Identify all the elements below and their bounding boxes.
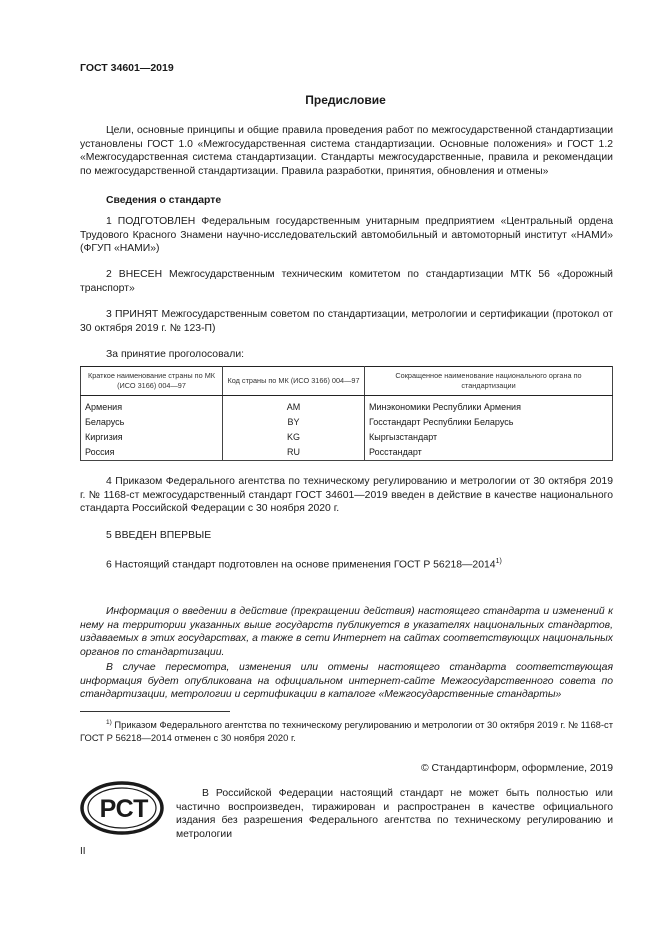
item-5 xyxy=(80,529,613,543)
notice-paragraph-1 xyxy=(80,605,613,659)
rst-logo-icon xyxy=(80,780,166,836)
item-2 xyxy=(80,268,613,295)
country-cell: Россия xyxy=(81,445,223,461)
table-row xyxy=(81,415,613,430)
vote-label: За принятие проголосовали: xyxy=(106,349,245,360)
code-cell: BY xyxy=(223,415,365,430)
table-row xyxy=(81,396,613,416)
section-heading: Сведения о стандарте xyxy=(106,195,222,206)
table-header-body: Сокращенное наименование национального органа по стандартизации xyxy=(365,367,613,396)
item-4 xyxy=(80,475,613,516)
document-code: ГОСТ 34601—2019 xyxy=(80,62,174,74)
notice-paragraph-2 xyxy=(80,661,613,702)
code-cell: KG xyxy=(223,430,365,445)
page-title: Предисловие xyxy=(305,93,386,107)
body-cell: Росстандарт xyxy=(365,445,613,461)
item-3-text: 3 ПРИНЯТ Межгосударственным советом по стандартизации, метрологии и сертификации (протокол от 30 октября 2019 г. № 123-П) xyxy=(80,309,613,334)
legal-text: В Российской Федерации настоящий стандарт не может быть полностью или частично воспроизведен, тиражирован и распространен в качестве официального издания без разрешения Федерального агентства по техническому регулированию и метрологии xyxy=(176,788,613,840)
table-row xyxy=(81,430,613,445)
voting-table xyxy=(80,366,613,461)
country-cell: Армения xyxy=(81,396,223,416)
item-4-text: 4 Приказом Федерального агентства по техническому регулированию и метрологии от 30 октября 2019 г. № 1168-ст межгосударственный стандарт ГОСТ 34601—2019 введен в действие в качестве национального стандарта Российской Федерации с 30 ноября 2020 г. xyxy=(80,476,613,514)
item-2-text: 2 ВНЕСЕН Межгосударственным техническим комитетом по стандартизации МТК 56 «Дорожный транспорт» xyxy=(80,269,613,294)
code-cell: AM xyxy=(223,396,365,416)
intro-paragraph xyxy=(80,124,613,178)
item-1-text: 1 ПОДГОТОВЛЕН Федеральным государственным унитарным предприятием «Центральный ордена Трудового Красного Знамени научно-исследовательский автомобильный и автомоторный институт «НАМИ» (ФГУП «НАМИ») xyxy=(80,216,613,254)
item-6 xyxy=(80,555,613,572)
table-row xyxy=(81,445,613,461)
item-6-text: 6 Настоящий стандарт подготовлен на основе применения ГОСТ Р 56218—2014 xyxy=(106,559,496,571)
country-cell: Беларусь xyxy=(81,415,223,430)
legal-notice xyxy=(176,787,613,841)
body-cell: Минэкономики Республики Армения xyxy=(365,396,613,416)
item-1 xyxy=(80,215,613,256)
footnote-ref: 1) xyxy=(495,558,502,565)
table-header-country: Краткое наименование страны по МК (ИСО 3166) 004—97 xyxy=(81,367,223,396)
copyright: © Стандартинформ, оформление, 2019 xyxy=(420,763,613,774)
table-header-row xyxy=(81,367,613,396)
rst-logo xyxy=(80,780,166,836)
notice-text-1: Информация о введении в действие (прекращении действия) настоящего стандарта и изменений к нему на территории указанных выше государств публикуется в указателях национальных стандартов, издаваемых в этих государствах, а также в сети Интернет на сайтах соответствующих национальных органов по стандартизации. xyxy=(80,606,613,658)
item-3 xyxy=(80,308,613,335)
item-5-text: 5 ВВЕДЕН ВПЕРВЫЕ xyxy=(106,530,212,541)
footnote xyxy=(80,716,613,744)
country-cell: Киргизия xyxy=(81,430,223,445)
body-cell: Госстандарт Республики Беларусь xyxy=(365,415,613,430)
code-cell: RU xyxy=(223,445,365,461)
footnote-text: Приказом Федерального агентства по техническому регулированию и метрологии от 30 октября 2019 г. № 1168-ст ГОСТ Р 56218—2014 отменен с 30 ноября 2020 г. xyxy=(80,719,613,744)
logo-text: РСТ xyxy=(99,795,149,823)
notice-text-2: В случае пересмотра, изменения или отмены настоящего стандарта соответствующая информация будет опубликована на официальном интернет-сайте Межгосударственного совета по стандартизации, метрологии и сертификации в каталоге «Межгосударственные стандарты» xyxy=(80,662,613,700)
intro-text: Цели, основные принципы и общие правила проведения работ по межгосударственной стандартизации установлены ГОСТ 1.0 «Межгосударственная система стандартизации. Основные положения» и ГОСТ 1.2 «Межгосударственная система стандартизации. Стандарты межгосударственные, правила и рекомендации по межгосударственной стандартизации. Правила разработки, принятия, обновления и отмены» xyxy=(80,125,613,177)
footnote-mark: 1) xyxy=(106,719,112,726)
page-number: II xyxy=(80,846,86,857)
footnote-divider xyxy=(80,711,230,712)
body-cell: Кыргызстандарт xyxy=(365,430,613,445)
table-header-code: Код страны по МК (ИСО 3166) 004—97 xyxy=(223,367,365,396)
